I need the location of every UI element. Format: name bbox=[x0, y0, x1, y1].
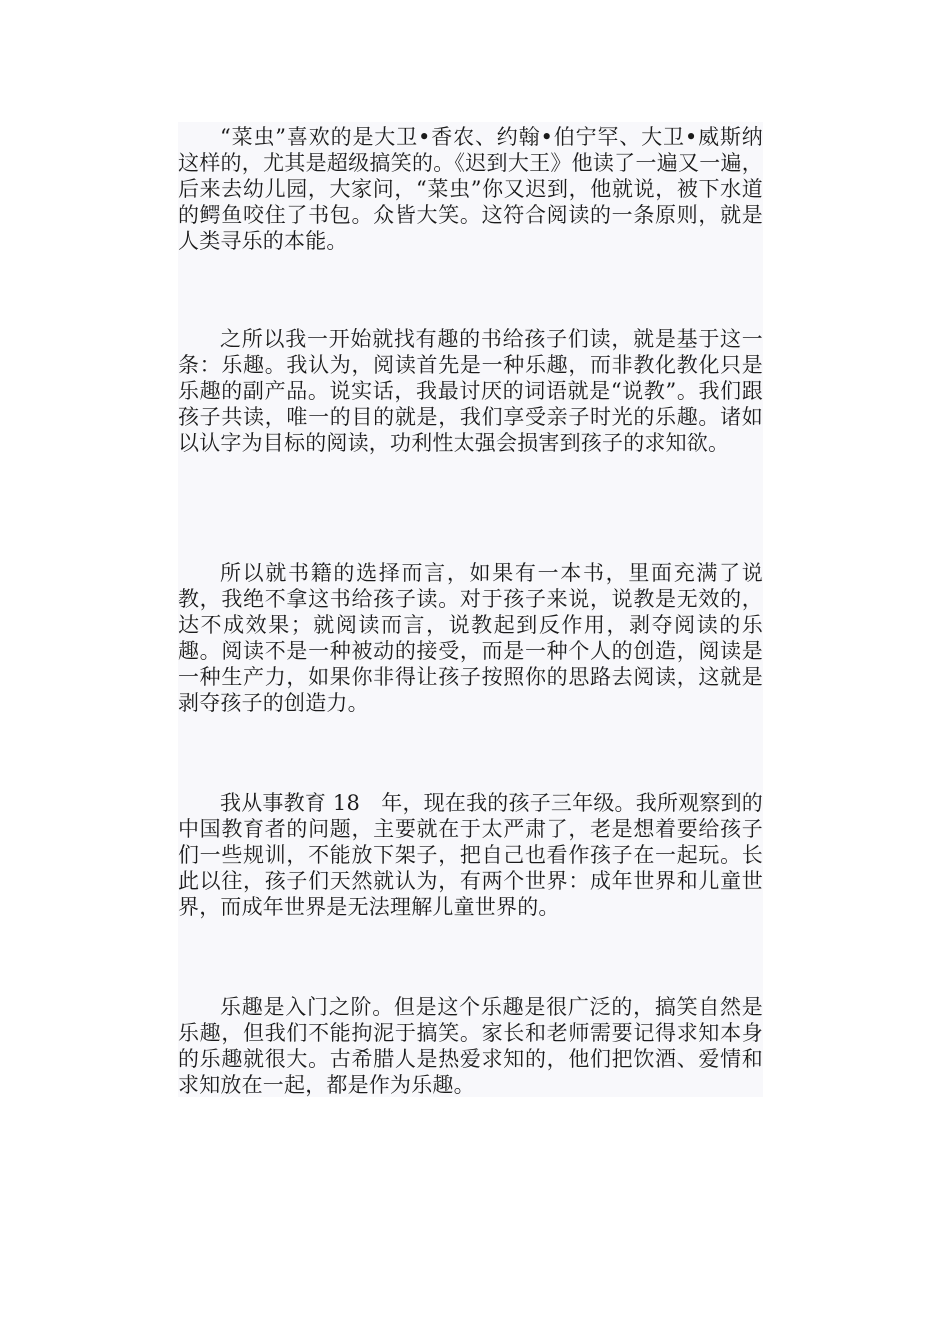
paragraph-4: 我从事教育 18 年，现在我的孩子三年级。我所观察到的中国教育者的问题，主要就在于太严肃了，老是想着要给孩子们一些规训，不能放下架子，把自己也看作孩子在一起玩。长此以往，孩子们天然就认为，有两个世界：成年世界和儿童世界，而成年世界是无法理解儿童世界的。 bbox=[178, 791, 763, 919]
document-text-block bbox=[178, 122, 763, 1097]
paragraph-3: 所以就书籍的选择而言，如果有一本书，里面充满了说教，我绝不拿这书给孩子读。对于孩子来说，说教是无效的，达不成效果；就阅读而言，说教起到反作用，剥夺阅读的乐趣。阅读不是一种被动的接受，而是一种个人的创造，阅读是一种生产力，如果你非得让孩子按照你的思路去阅读，这就是剥夺孩子的创造力。 bbox=[178, 561, 763, 715]
paragraph-2: 之所以我一开始就找有趣的书给孩子们读，就是基于这一条：乐趣。我认为，阅读首先是一种乐趣，而非教化教化只是乐趣的副产品。说实话，我最讨厌的词语就是“说教”。我们跟孩子共读，唯一的目的就是，我们享受亲子时光的乐趣。诸如以认字为目标的阅读，功利性太强会损害到孩子的求知欲。 bbox=[178, 327, 763, 455]
paragraph-5: 乐趣是入门之阶。但是这个乐趣是很广泛的，搞笑自然是乐趣，但我们不能拘泥于搞笑。家长和老师需要记得求知本身的乐趣就很大。古希腊人是热爱求知的，他们把饮酒、爱情和求知放在一起，都是作为乐趣。 bbox=[178, 995, 763, 1097]
paragraph-1: “菜虫”喜欢的是大卫•香农、约翰•伯宁罕、大卫•威斯纳这样的，尤其是超级搞笑的。《迟到大王》他读了一遍又一遍，后来去幼儿园，大家问，“菜虫”你又迟到，他就说，被下水道的鳄鱼咬住了书包。众皆大笑。这符合阅读的一条原则，就是人类寻乐的本能。 bbox=[178, 125, 763, 253]
